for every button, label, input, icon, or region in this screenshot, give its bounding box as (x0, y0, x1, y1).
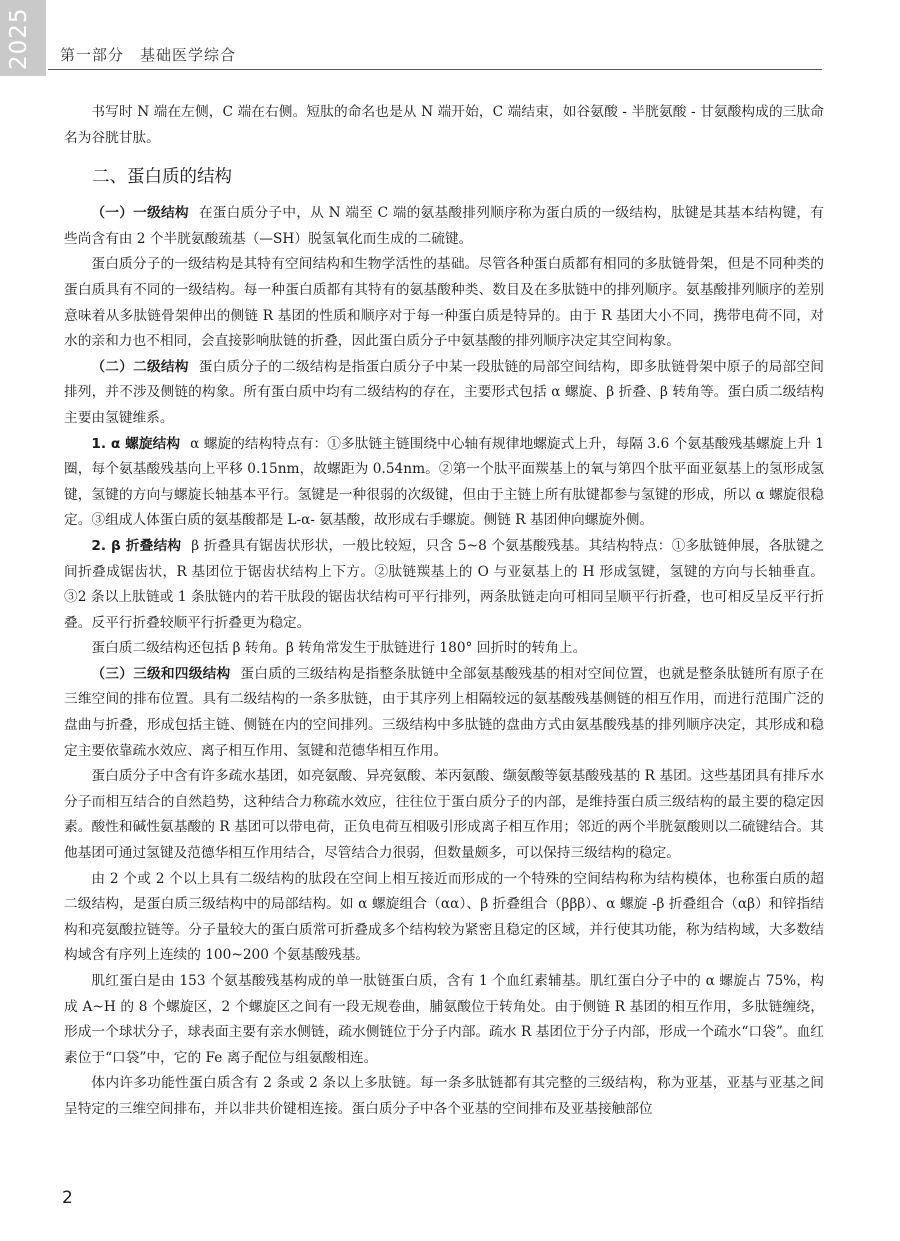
year-tab (0, 0, 46, 76)
alpha-helix-paragraph (64, 432, 824, 534)
primary-structure-text: 在蛋白质分子中，从 N 端至 C 端的氨基酸排列顺序称为蛋白质的一级结构，肽键是其基本结构键，有些尚含有由 2 个半胱氨酸巯基（—SH）脱氢氧化而生成的二硫键。 (64, 205, 824, 247)
page-body (64, 100, 824, 1123)
section-title: 二、蛋白质的结构 (92, 167, 232, 188)
beta-sheet-paragraph (64, 534, 824, 636)
myoglobin-paragraph: 肌红蛋白是由 153 个氨基酸残基构成的单一肽链蛋白质，含有 1 个血红素辅基。肌红蛋白分子中的 α 螺旋占 75%，构成 A~H 的 8 个螺旋区，2 个螺旋区之间有一段无规卷曲，脯氨酸位于转角处。由于侧链 R 基团的相互作用，多肽链缠绕，形成一个球状分子，球表面主要有亲水侧链，疏水侧链位于分子内部。疏水 R 基团位于分子内部，形成一个疏水“口袋”。血红素位于“口袋”中，它的 Fe 离子配位与组氨酸相连。 (64, 973, 824, 1066)
tertiary-structure-text: 蛋白质的三级结构是指整条肽链中全部氨基酸残基的相对空间位置，也就是整条肽链所有原子在三维空间的排布位置。具有二级结构的一条多肽链，由于其序列上相隔较远的氨基酸残基侧链的相互作用，而进行范围广泛的盘曲与折叠，形成包括主链、侧链在内的空间排列。三级结构中多肽链的盘曲方式由氨基酸残基的排列顺序决定，其形成和稳定主要依靠疏水效应、离子相互作用、氢键和范德华相互作用。 (64, 665, 824, 759)
tertiary-structure-paragraph (64, 662, 824, 764)
intro-paragraph: 书写时 N 端在左侧，C 端在右侧。短肽的命名也是从 N 端开始，C 端结束，如谷氨酸 - 半胱氨酸 - 甘氨酸构成的三肽命名为谷胱甘肽。 (64, 104, 824, 146)
alpha-helix-text: α 螺旋的结构特点有：①多肽链主链围绕中心轴有规律地螺旋式上升，每隔 3.6 个氨基酸残基螺旋上升 1 圈，每个氨基酸残基向上平移 0.15nm，故螺距为 0.54nm。②第一个肽平面羰基上的氧与第四个肽平面亚氨基上的氢形成氢键，氢键的方向与螺旋长轴基本平行。氢键是一种很弱的次级键，但由于主链上所有肽键都参与氢键的形成，所以 α 螺旋很稳定。③组成人体蛋白质的氨基酸都是 L-α- 氨基酸，故形成右手螺旋。侧链 R 基团伸向螺旋外侧。 (64, 435, 824, 529)
tertiary-structure-heading: （三）三级和四级结构 (91, 665, 231, 682)
beta-turn-paragraph: 蛋白质二级结构还包括 β 转角。β 转角常发生于肽链进行 180° 回折时的转角上。 (91, 640, 587, 657)
year-tab-text: 2025 (6, 7, 32, 70)
primary-structure-heading: （一）一级结构 (91, 205, 189, 222)
alpha-helix-heading: 1. α 螺旋结构 (91, 435, 181, 452)
secondary-structure-paragraph (64, 355, 824, 432)
running-header: 第一部分 基础医学综合 (60, 46, 237, 64)
header-divider (48, 69, 822, 70)
hydrophobic-paragraph: 蛋白质分子中含有许多疏水基团，如亮氨酸、异亮氨酸、苯丙氨酸、缬氨酸等氨基酸残基的 R 基团。这些基团具有排斥水分子而相互结合的自然趋势，这种结合力称疏水效应，往往位于蛋白质分子的内部，是维持蛋白质三级结构的最主要的稳定因素。酸性和碱性氨基酸的 R 基团可以带电荷，正负电荷互相吸引形成离子相互作用；邻近的两个半胱氨酸则以二硫键结合。其他基团可通过氢键及范德华相互作用结合，尽管结合力很弱，但数量颇多，可以保持三级结构的稳定。 (64, 768, 824, 862)
subunit-paragraph: 体内许多功能性蛋白质含有 2 条或 2 条以上多肽链。每一条多肽链都有其完整的三级结构，称为亚基，亚基与亚基之间呈特定的三维空间排布，并以非共价键相连接。蛋白质分子中各个亚基的空间排布及亚基接触部位 (64, 1075, 824, 1117)
secondary-structure-heading: （二）二级结构 (91, 358, 189, 375)
motif-domain-paragraph: 由 2 个或 2 个以上具有二级结构的肽段在空间上相互接近而形成的一个特殊的空间结构称为结构模体，也称蛋白质的超二级结构，是蛋白质三级结构中的局部结构。如 α 螺旋组合（αα）、β 折叠组合（βββ）、α 螺旋 -β 折叠组合（αβ）和锌指结构和亮氨酸拉链等。分子量较大的蛋白质常可折叠成多个结构较为紧密且稳定的区域，并行使其功能，称为结构域，大多数结构域含有序列上连续的 100~200 个氨基酸残基。 (64, 870, 824, 964)
beta-sheet-heading: 2. β 折叠结构 (91, 537, 182, 554)
beta-sheet-text: β 折叠具有锯齿状形状，一般比较短，只含 5~8 个氨基酸残基。其结构特点：①多肽链伸展，各肽键之间折叠成锯齿状，R 基团位于锯齿状结构上下方。②肽链羰基上的 O 与亚氨基上的 H 形成氢键，氢键的方向与长轴垂直。③2 条以上肽链或 1 条肽链内的若干肽段的锯齿状结构可平行排列，两条肽链走向可相同呈顺平行折叠，也可相反呈反平行折叠。反平行折叠较顺平行折叠更为稳定。 (64, 537, 824, 631)
page-number: 2 (62, 1188, 73, 1208)
secondary-structure-text: 蛋白质分子的二级结构是指蛋白质分子中某一段肽链的局部空间结构，即多肽链骨架中原子的局部空间排列，并不涉及侧链的构象。所有蛋白质中均有二级结构的存在，主要形式包括 α 螺旋、β 折叠、β 转角等。蛋白质二级结构主要由氢键维系。 (64, 358, 824, 426)
primary-structure-paragraph-2: 蛋白质分子的一级结构是其特有空间结构和生物学活性的基础。尽管各种蛋白质都有相同的多肽链骨架，但是不同种类的蛋白质具有不同的一级结构。每一种蛋白质都有其特有的氨基酸种类、数目及在多肽链中的排列顺序。氨基酸排列顺序的差别意味着从多肽链骨架伸出的侧链 R 基团的性质和顺序对于每一种蛋白质是特异的。由于 R 基团大小不同，携带电荷不同，对水的亲和力也不相同，会直接影响肽链的折叠，因此蛋白质分子中氨基酸的排列顺序决定其空间构象。 (64, 256, 824, 350)
primary-structure-paragraph (64, 201, 824, 252)
